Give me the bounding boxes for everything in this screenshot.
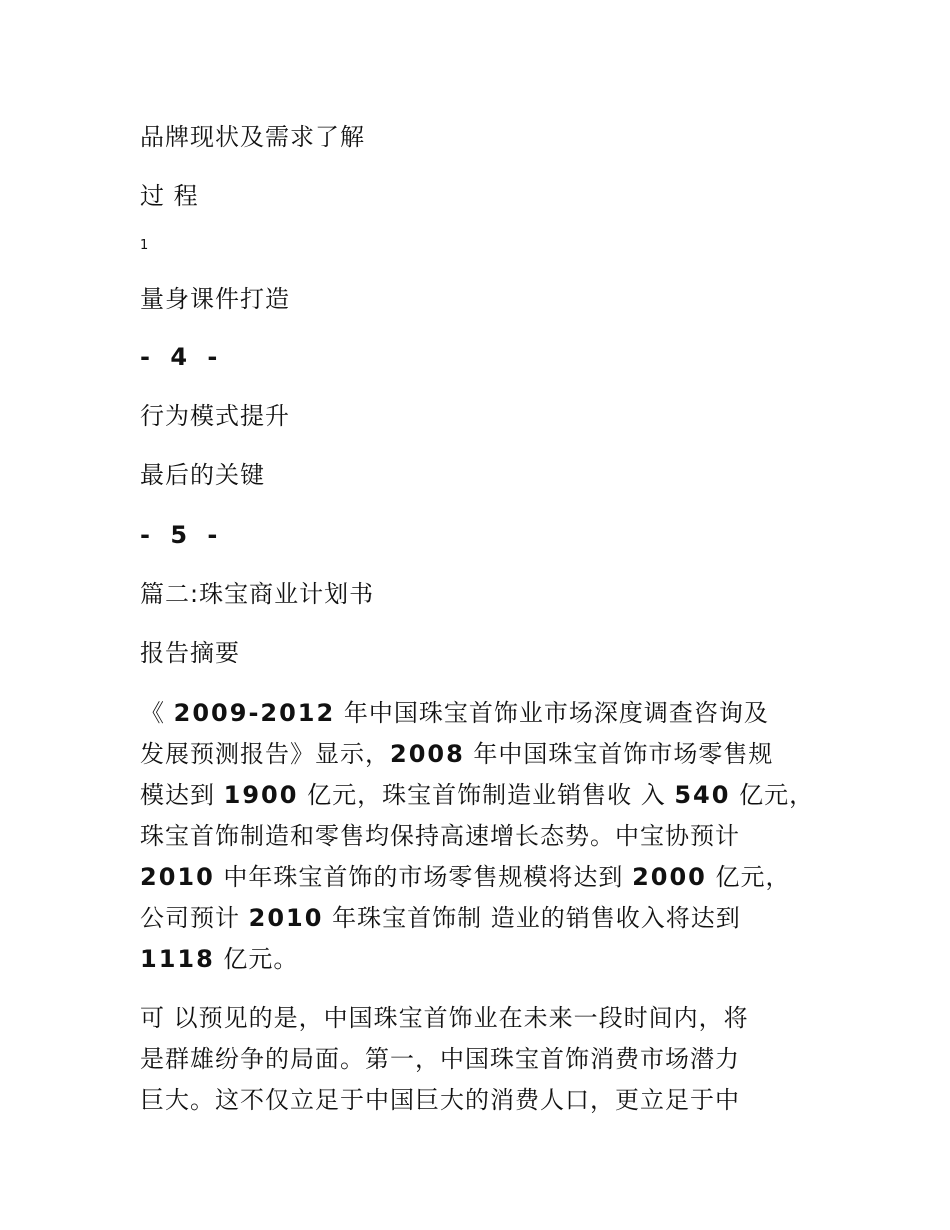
paragraph-market-outlook <box>140 998 840 1121</box>
paragraph-line: 1118 亿元。 <box>140 945 299 973</box>
section-title-jewelry-plan: 篇二:珠宝商业计划书 <box>140 580 375 608</box>
heading-custom-courseware: 量身课件打造 <box>140 285 290 313</box>
footnote-marker: 1 <box>140 238 150 253</box>
paragraph-line: 发展预测报告》显示，2008 年中国珠宝首饰市场零售规 <box>140 740 774 768</box>
paragraph-line: 《 2009-2012 年中国珠宝首饰业市场深度调查咨询及 <box>140 699 769 727</box>
page-number-5: - 5 - <box>140 521 224 549</box>
paragraph-market-report <box>140 693 840 980</box>
heading-process: 过 程 <box>140 182 199 210</box>
heading-brand-status: 品牌现状及需求了解 <box>140 123 365 151</box>
page-number-4: - 4 - <box>140 343 224 371</box>
paragraph-line: 是群雄纷争的局面。第一，中国珠宝首饰消费市场潜力 <box>140 1045 740 1073</box>
paragraph-line: 巨大。这不仅立足于中国巨大的消费人口，更立足于中 <box>140 1086 740 1114</box>
paragraph-line: 可 以预见的是，中国珠宝首饰业在未来一段时间内，将 <box>140 1004 749 1032</box>
paragraph-line: 公司预计 2010 年珠宝首饰制 造业的销售收入将达到 <box>140 904 741 932</box>
paragraph-line: 2010 中年珠宝首饰的市场零售规模将达到 2000 亿元， <box>140 863 791 891</box>
heading-behavior-upgrade: 行为模式提升 <box>140 402 290 430</box>
paragraph-line: 模达到 1900 亿元，珠宝首饰制造业销售收 入 540 亿元， <box>140 781 815 809</box>
heading-final-key: 最后的关键 <box>140 461 265 489</box>
paragraph-line: 珠宝首饰制造和零售均保持高速增长态势。中宝协预计 <box>140 822 740 850</box>
heading-report-summary: 报告摘要 <box>140 639 240 667</box>
